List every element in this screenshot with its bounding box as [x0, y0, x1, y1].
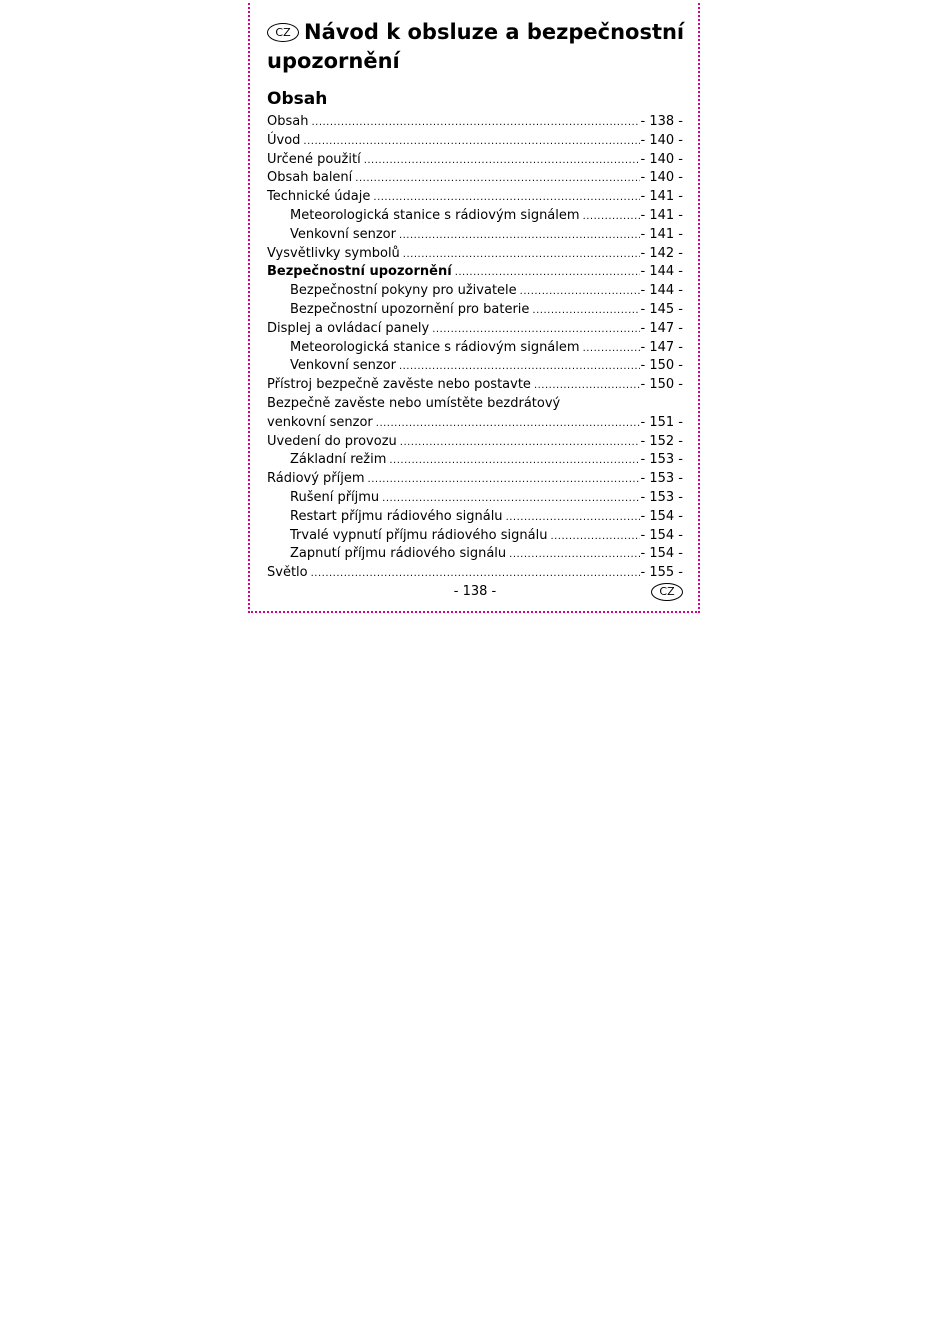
toc-entry-label: Úvod: [267, 132, 301, 148]
toc-entry-page: - 140 -: [640, 132, 683, 148]
toc-entry-zapnuti-prijmu[interactable]: [267, 545, 683, 564]
toc-entry-page: - 154 -: [640, 508, 683, 524]
toc-leader-dots: [311, 114, 639, 133]
toc-entry-label: Bezpečnostní upozornění: [267, 264, 452, 280]
toc-entry-page: - 138 -: [640, 114, 683, 129]
toc-entry-label: venkovní senzor: [267, 414, 373, 430]
toc-entry-bezdratovy-line1[interactable]: [267, 395, 683, 414]
footer-language-badge: CZ: [651, 583, 683, 601]
toc-leader-dots: [520, 283, 640, 302]
toc-entry-label: Světlo: [267, 565, 308, 581]
toc-entry-label: Meteorologická stanice s rádiovým signálem: [290, 339, 580, 355]
toc-entry-label: Obsah balení: [267, 170, 353, 186]
toc-entry-page: - 152 -: [640, 433, 683, 449]
toc-entry-meteostanice[interactable]: [267, 207, 683, 226]
toc-entry-page: - 145 -: [640, 301, 683, 317]
toc-entry-uvod[interactable]: [267, 132, 683, 151]
toc-entry-label: Bezpečnostní pokyny pro uživatele: [290, 283, 517, 299]
toc-entry-page: - 142 -: [640, 245, 683, 261]
toc-entry-venkovni-senzor-2[interactable]: [267, 357, 683, 376]
toc-entry-page: - 147 -: [640, 320, 683, 336]
toc-leader-dots: [583, 208, 640, 227]
toc-leader-dots: [583, 340, 640, 359]
language-badge: CZ: [267, 23, 299, 42]
toc-entry-urcene-pouziti[interactable]: [267, 151, 683, 170]
toc-leader-dots: [400, 434, 640, 453]
toc-entry-label: Bezpečnostní upozornění pro baterie: [290, 301, 530, 317]
toc-entry-obsah[interactable]: [267, 113, 683, 132]
toc-leader-dots: [534, 377, 640, 396]
toc-entry-page: - 150 -: [640, 377, 683, 393]
toc-entry-page: - 144 -: [640, 264, 683, 280]
toc-leader-dots: [355, 170, 639, 189]
toc-leader-dots: [399, 227, 640, 246]
toc-entry-technicke-udaje[interactable]: [267, 188, 683, 207]
toc-entry-pristroj-zaveste[interactable]: [267, 376, 683, 395]
toc-leader-dots: [550, 528, 639, 547]
toc-entry-page: - 144 -: [640, 283, 683, 299]
toc-entry-label: Určené použití: [267, 151, 361, 167]
toc-entry-page: - 150 -: [640, 358, 683, 374]
toc-entry-page: - 141 -: [640, 226, 683, 242]
toc-leader-dots: [509, 546, 639, 565]
toc-heading: Obsah: [267, 89, 328, 109]
toc-leader-dots: [303, 133, 639, 152]
toc-entry-label: Meteorologická stanice s rádiovým signálem: [290, 207, 580, 223]
toc-entry-uvedeni-do-provozu[interactable]: [267, 433, 683, 452]
toc-entry-label: Vysvětlivky symbolů: [267, 245, 400, 261]
toc-leader-dots: [506, 509, 640, 528]
toc-entry-venkovni-senzor[interactable]: [267, 226, 683, 245]
toc-entry-page: - 140 -: [640, 170, 683, 186]
toc-entry-label: Venkovní senzor: [290, 358, 396, 374]
toc-entry-label: Přístroj bezpečně zavěste nebo postavte: [267, 377, 531, 393]
toc-entry-radiovy-prijem[interactable]: [267, 470, 683, 489]
toc-entry-vysvetlivky[interactable]: [267, 245, 683, 264]
toc-entry-upozorneni-baterie[interactable]: [267, 301, 683, 320]
toc-leader-dots: [403, 246, 640, 265]
toc-entry-meteostanice-2[interactable]: [267, 339, 683, 358]
toc-entry-trvale-vypnuti[interactable]: [267, 527, 683, 546]
toc-entry-label: Displej a ovládací panely: [267, 320, 430, 336]
toc-entry-label: Bezpečně zavěste nebo umístěte bezdrátový: [267, 395, 561, 411]
toc-entry-page: - 140 -: [640, 151, 683, 167]
page-title-text: Návod k obsluze a bezpečnostní upozornění: [267, 20, 685, 73]
toc-entry-zakladni-rezim[interactable]: [267, 451, 683, 470]
toc-leader-dots: [389, 452, 639, 471]
toc-entry-label: Obsah: [267, 114, 309, 129]
toc-leader-dots: [382, 490, 639, 509]
toc-leader-dots: [455, 264, 640, 283]
toc-entry-restart-prijmu[interactable]: [267, 508, 683, 527]
toc-entry-label: Technické údaje: [267, 189, 371, 205]
table-of-contents: [267, 113, 683, 583]
toc-entry-page: - 153 -: [640, 471, 683, 487]
toc-entry-page: - 147 -: [640, 339, 683, 355]
toc-entry-page: - 153 -: [640, 452, 683, 468]
toc-leader-dots: [311, 565, 640, 584]
toc-entry-page: - 153 -: [640, 489, 683, 505]
toc-entry-label: Rušení příjmu: [290, 489, 380, 505]
toc-entry-pokyny-uzivatele[interactable]: [267, 282, 683, 301]
toc-entry-bezpecnostni-upozorneni[interactable]: [267, 263, 683, 282]
toc-entry-page: - 141 -: [640, 207, 683, 223]
toc-entry-label: Uvedení do provozu: [267, 433, 397, 449]
toc-entry-displej[interactable]: [267, 320, 683, 339]
toc-leader-dots: [373, 189, 639, 208]
toc-entry-obsah-baleni[interactable]: [267, 169, 683, 188]
toc-leader-dots: [364, 152, 640, 171]
toc-entry-label: Rádiový příjem: [267, 471, 365, 487]
toc-entry-svetlo[interactable]: [267, 564, 683, 583]
toc-entry-page: - 155 -: [640, 565, 683, 581]
toc-entry-bezdratovy-line2[interactable]: [267, 414, 683, 433]
toc-entry-label: Trvalé vypnutí příjmu rádiového signálu: [290, 527, 548, 543]
page-title: [267, 18, 687, 76]
toc-entry-page: - 141 -: [640, 189, 683, 205]
toc-leader-dots: [399, 358, 640, 377]
toc-entry-label: Zapnutí příjmu rádiového signálu: [290, 546, 507, 562]
toc-entry-page: - 154 -: [640, 527, 683, 543]
toc-entry-ruseni-prijmu[interactable]: [267, 489, 683, 508]
toc-entry-label: Základní režim: [290, 452, 387, 468]
toc-entry-page: - 151 -: [640, 414, 683, 430]
toc-entry-page: - 154 -: [640, 546, 683, 562]
toc-leader-dots: [376, 415, 640, 434]
toc-entry-label: Restart příjmu rádiového signálu: [290, 508, 503, 524]
toc-entry-label: Venkovní senzor: [290, 226, 396, 242]
toc-leader-dots: [368, 471, 640, 490]
footer-page-number: - 138 -: [453, 584, 497, 599]
toc-leader-dots: [432, 321, 639, 340]
toc-leader-dots: [532, 302, 639, 321]
